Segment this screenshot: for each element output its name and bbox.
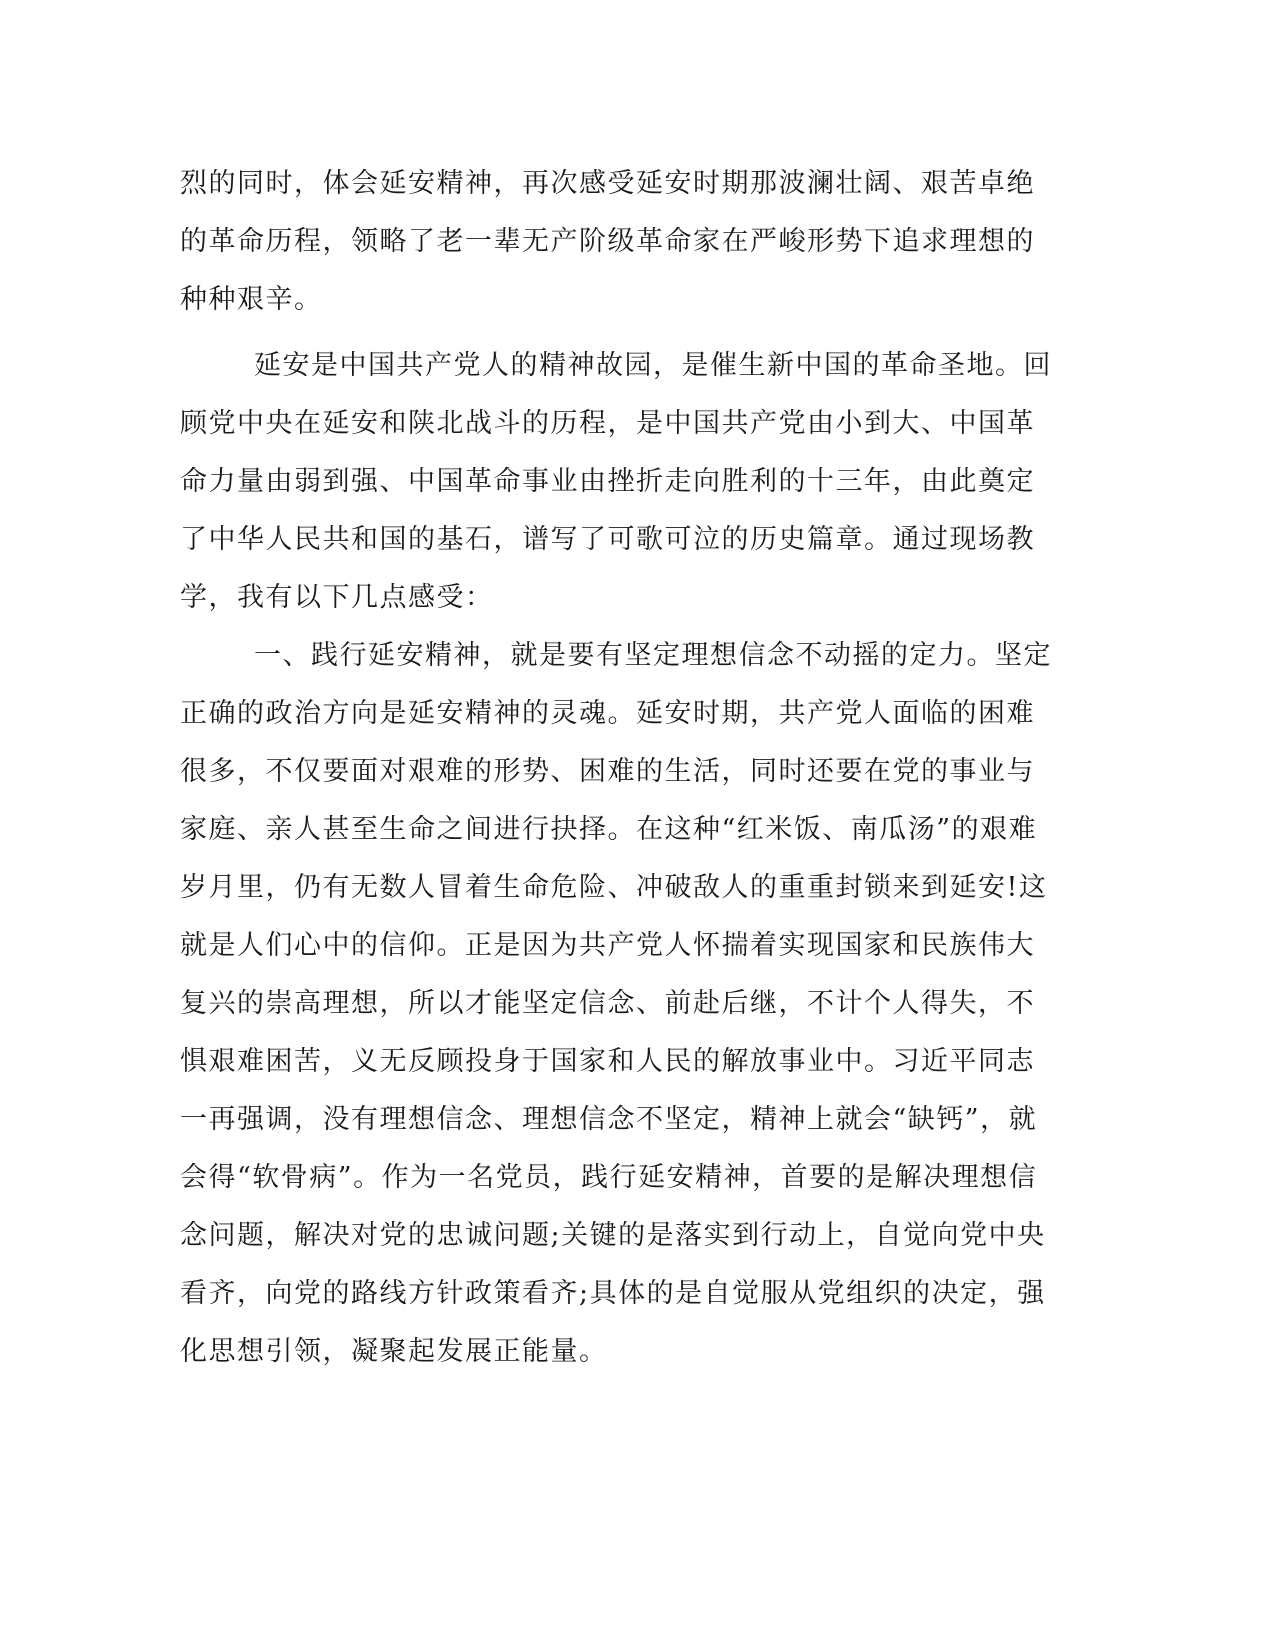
text-line: 学，我有以下几点感受： [180,582,494,613]
paragraph-3 [180,627,1050,1381]
text-line: 很多，不仅要面对艰难的形势、困难的生活，同时还要在党的事业与 [180,756,1035,787]
text-line: 会得“软骨病”。作为一名党员，践行延安精神，首要的是解决理想信 [180,1162,1038,1193]
text-line: 顾党中央在延安和陕北战斗的历程，是中国共产党由小到大、中国革 [180,408,1035,439]
text-line: 家庭、亲人甚至生命之间进行抉择。在这种“红米饭、南瓜汤”的艰难 [180,814,1038,845]
paragraph-2 [180,337,1050,627]
text-line: 岁月里，仍有无数人冒着生命危险、冲破敌人的重重封锁来到延安!这 [180,872,1048,903]
text-line: 惧艰难困苦，义无反顾投身于国家和人民的解放事业中。习近平同志 [180,1046,1035,1077]
text-line: 念问题，解决对党的忠诚问题;关键的是落实到行动上，自觉向党中央 [180,1220,1046,1251]
text-line: 命力量由弱到强、中国革命事业由挫折走向胜利的十三年，由此奠定 [180,466,1035,497]
text-line: 一再强调，没有理想信念、理想信念不坚定，精神上就会“缺钙”，就 [180,1104,1038,1135]
text-line: 的革命历程，领略了老一辈无产阶级革命家在严峻形势下追求理想的 [180,226,1035,257]
paragraph-1 [180,155,1050,329]
text-line: 了中华人民共和国的基石，谱写了可歌可泣的历史篇章。通过现场教 [180,524,1035,555]
text-line: 化思想引领，凝聚起发展正能量。 [180,1336,608,1367]
text-line: 复兴的崇高理想，所以才能坚定信念、前赴后继，不计个人得失，不 [180,988,1035,1019]
text-line: 就是人们心中的信仰。正是因为共产党人怀揣着实现国家和民族伟大 [180,930,1035,961]
text-line: 延安是中国共产党人的精神故园，是催生新中国的革命圣地。回 [254,350,1052,381]
text-line: 种种艰辛。 [180,284,323,315]
text-line: 一、践行延安精神，就是要有坚定理想信念不动摇的定力。坚定 [254,640,1052,671]
text-line: 正确的政治方向是延安精神的灵魂。延安时期，共产党人面临的困难 [180,698,1035,729]
body-text [180,155,1050,1381]
text-line: 看齐，向党的路线方针政策看齐;具体的是自觉服从党组织的决定，强 [180,1278,1046,1309]
text-line: 烈的同时，体会延安精神，再次感受延安时期那波澜壮阔、艰苦卓绝 [180,168,1035,199]
